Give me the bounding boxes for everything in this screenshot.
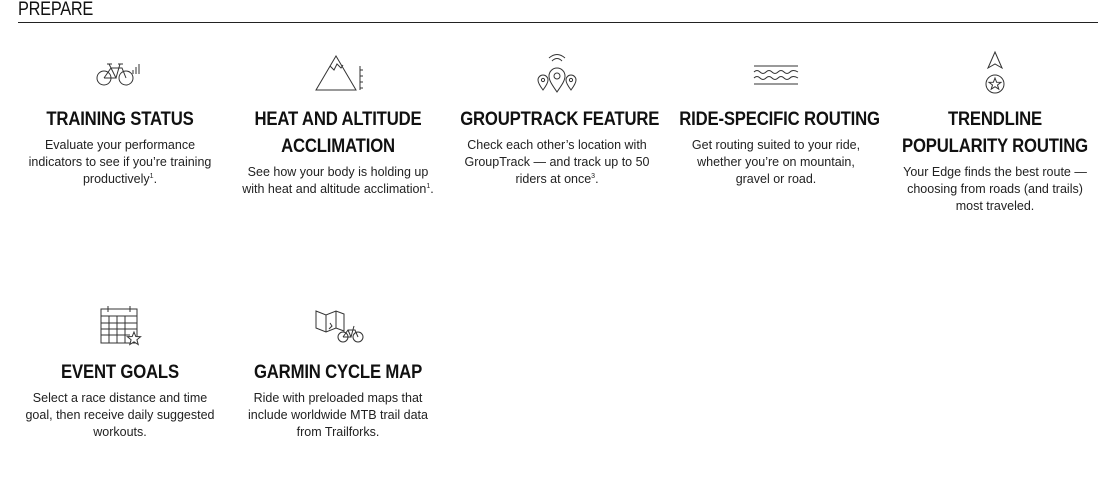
- section-title: PREPARE: [18, 0, 94, 20]
- feature-garmin-cycle-map: [228, 301, 448, 441]
- footnote-ref[interactable]: 3: [591, 172, 596, 180]
- feature-description: Ride with preloaded maps that include worldwide MTB trail data from Trailforks.: [248, 391, 428, 439]
- feature-trendline-popularity: [885, 48, 1105, 215]
- feature-title: HEAT AND ALTITUDE ACCLIMATION: [254, 109, 422, 157]
- feature-title: GROUPTRACK FEATURE: [460, 109, 660, 130]
- bike-signal-icon: [90, 48, 150, 98]
- feature-description: Evaluate your performance indicators to see if you’re training productively$^1$.: [28, 138, 212, 186]
- feature-title: TRAINING STATUS: [46, 109, 194, 130]
- footnote-ref[interactable]: 1: [149, 172, 154, 180]
- feature-title: GARMIN CYCLE MAP: [253, 362, 423, 383]
- popularity-star-icon: [965, 48, 1025, 98]
- feature-training-status: [10, 48, 230, 188]
- feature-description: Your Edge finds the best route — choosing from roads (and trails) most traveled.: [903, 165, 1087, 213]
- map-bike-icon: [308, 301, 368, 351]
- group-location-icon: [527, 48, 587, 98]
- feature-description: Get routing suited to your ride, whether you’re on mountain, gravel or road.: [691, 138, 861, 186]
- section-header: [18, 0, 1098, 23]
- feature-title: TRENDLINE POPULARITY ROUTING: [901, 109, 1089, 157]
- feature-grouptrack: [447, 48, 667, 188]
- feature-title: EVENT GOALS: [61, 362, 179, 383]
- feature-heat-altitude: [228, 48, 448, 198]
- feature-description: Select a race distance and time goal, then receive daily suggested workouts.: [25, 391, 215, 439]
- feature-description: Check each other’s location with GroupTrack — and track up to 50 riders at once$^3$.: [464, 138, 650, 186]
- feature-ride-specific-routing: [666, 48, 886, 188]
- feature-event-goals: [10, 301, 230, 441]
- feature-title: RIDE-SPECIFIC ROUTING: [679, 109, 880, 130]
- mountain-icon: [308, 48, 368, 98]
- terrain-lines-icon: [746, 48, 806, 98]
- footnote-ref[interactable]: 1: [426, 182, 431, 190]
- feature-description: See how your body is holding up with heat and altitude acclimation$^1$.: [242, 165, 434, 196]
- calendar-star-icon: [90, 301, 150, 351]
